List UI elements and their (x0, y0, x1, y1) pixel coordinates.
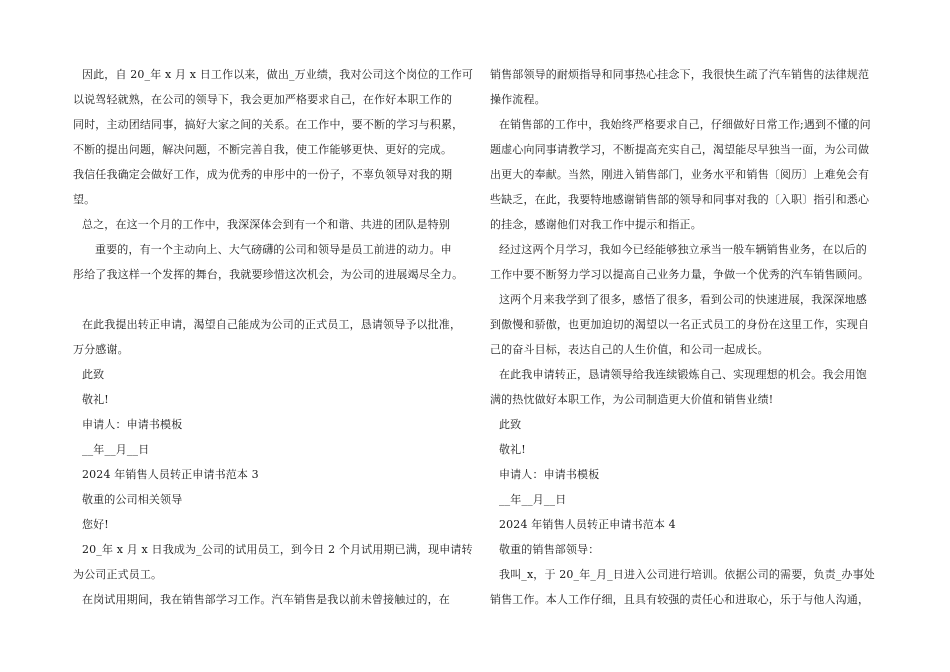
section-title: 2024 年销售人员转正申请书范本 3 (82, 468, 259, 481)
paragraph-line: 的挂念，感谢他们对我工作中提示和指正。 (490, 218, 702, 231)
paragraph-line: 总之，在这一个月的工作中，我深深体会到有一个和谐、共进的团队是特别 (82, 218, 450, 231)
greeting: 您好! (82, 518, 109, 531)
paragraph-line: 些缺乏，在此，我要特地感谢销售部的领导和同事对我的〔入职〕指引和悉心 (490, 193, 870, 206)
paragraph-line: 销售工作。本人工作仔细，且具有较强的责任心和进取心，乐于与他人沟通， (490, 593, 870, 606)
date-line: __年__月__日 (499, 493, 567, 506)
paragraph-line: 己的奋斗目标，表达自己的人生价值，和公司一起成长。 (490, 343, 769, 356)
paragraph-line: 彤给了我这样一个发挥的舞台，我就要珍惜这次机会，为公司的进展竭尽全力。 (73, 268, 464, 281)
paragraph-line: 在此我提出转正申请，渴望自己能成为公司的正式员工，恳请领导予以批准， (82, 318, 462, 331)
paragraph-line: 以说驾轻就熟，在公司的领导下，我会更加严格要求自己，在作好本职工作的 (73, 93, 453, 106)
paragraph-line: 不断的提出问题，解决问题，不断完善自我，使工作能够更快、更好的完成。 (73, 143, 453, 156)
paragraph-line: 在岗试用期间，我在销售部学习工作。汽车销售是我以前未曾接触过的，在 (82, 593, 450, 606)
greeting-recipient: 敬重的销售部领导： (499, 543, 600, 556)
paragraph-line: 万分感谢。 (73, 343, 129, 356)
closing-salutation: 此致 (499, 418, 522, 431)
greeting-recipient: 敬重的公司相关领导 (82, 493, 183, 506)
closing-regards: 敬礼! (82, 393, 109, 406)
paragraph-line: 在此我申请转正，恳请领导给我连续锻炼自己、实现理想的机会。我会用饱 (499, 368, 867, 381)
paragraph-line: 满的热忱做好本职工作，为公司制造更大价值和销售业绩! (490, 393, 774, 406)
paragraph-line: 这两个月来我学到了很多，感悟了很多，看到公司的快速进展，我深深地感 (499, 293, 867, 306)
paragraph-line: 重要的，有一个主动向上、大气磅礴的公司和领导是员工前进的动力。申 (95, 243, 452, 256)
applicant-signature: 申请人：申请书模板 (82, 418, 183, 431)
paragraph-line: 望。 (73, 193, 96, 206)
paragraph-line: 我信任我确定会做好工作，成为优秀的申彤中的一份子，不辜负领导对我的期 (73, 168, 453, 181)
paragraph-line: 同时，主动团结同事，搞好大家之间的关系。在工作中，要不断的学习与积累， (73, 118, 464, 131)
paragraph-line: 20_年 x 月 x 日我成为_公司的试用员工，到今日 2 个月试用期已满，现申请转 (82, 543, 473, 556)
paragraph-line: 到傲慢和骄傲，也更加迫切的渴望以一名正式员工的身份在这里工作，实现自 (490, 318, 870, 331)
closing-salutation: 此致 (82, 368, 105, 381)
closing-regards: 敬礼! (499, 443, 526, 456)
paragraph-line: 经过这两个月学习，我如今已经能够独立承当一般车辆销售业务，在以后的 (499, 243, 867, 256)
paragraph-line: 在销售部的工作中，我始终严格要求自己，仔细做好日常工作;遇到不懂的问 (499, 118, 871, 131)
paragraph-line: 出更大的奉献。当然，刚进入销售部门，业务水平和销售〔阅历〕上难免会有 (490, 168, 870, 181)
applicant-signature: 申请人：申请书模板 (499, 468, 600, 481)
paragraph-line: 为公司正式员工。 (73, 568, 163, 581)
paragraph-line: 因此，自 20_年 x 月 x 日工作以来，做出_万业绩，我对公司这个岗位的工作可 (82, 68, 474, 81)
paragraph-line: 题虚心向同事请教学习，不断提高充实自己，渴望能尽早独当一面，为公司做 (490, 143, 870, 156)
paragraph-line: 销售部领导的耐烦指导和同事热心挂念下，我很快生疏了汽车销售的法律规范 (490, 68, 870, 81)
paragraph-line: 我叫_x，于 20_年_月_日进入公司进行培训。依据公司的需要，负责_办事处 (499, 568, 875, 581)
paragraph-line: 工作中要不断努力学习以提高自己业务力量，争做一个优秀的汽车销售顾问。 (490, 268, 870, 281)
paragraph-line: 操作流程。 (490, 93, 546, 106)
section-title: 2024 年销售人员转正申请书范本 4 (499, 518, 676, 531)
date-line: __年__月__日 (82, 443, 150, 456)
